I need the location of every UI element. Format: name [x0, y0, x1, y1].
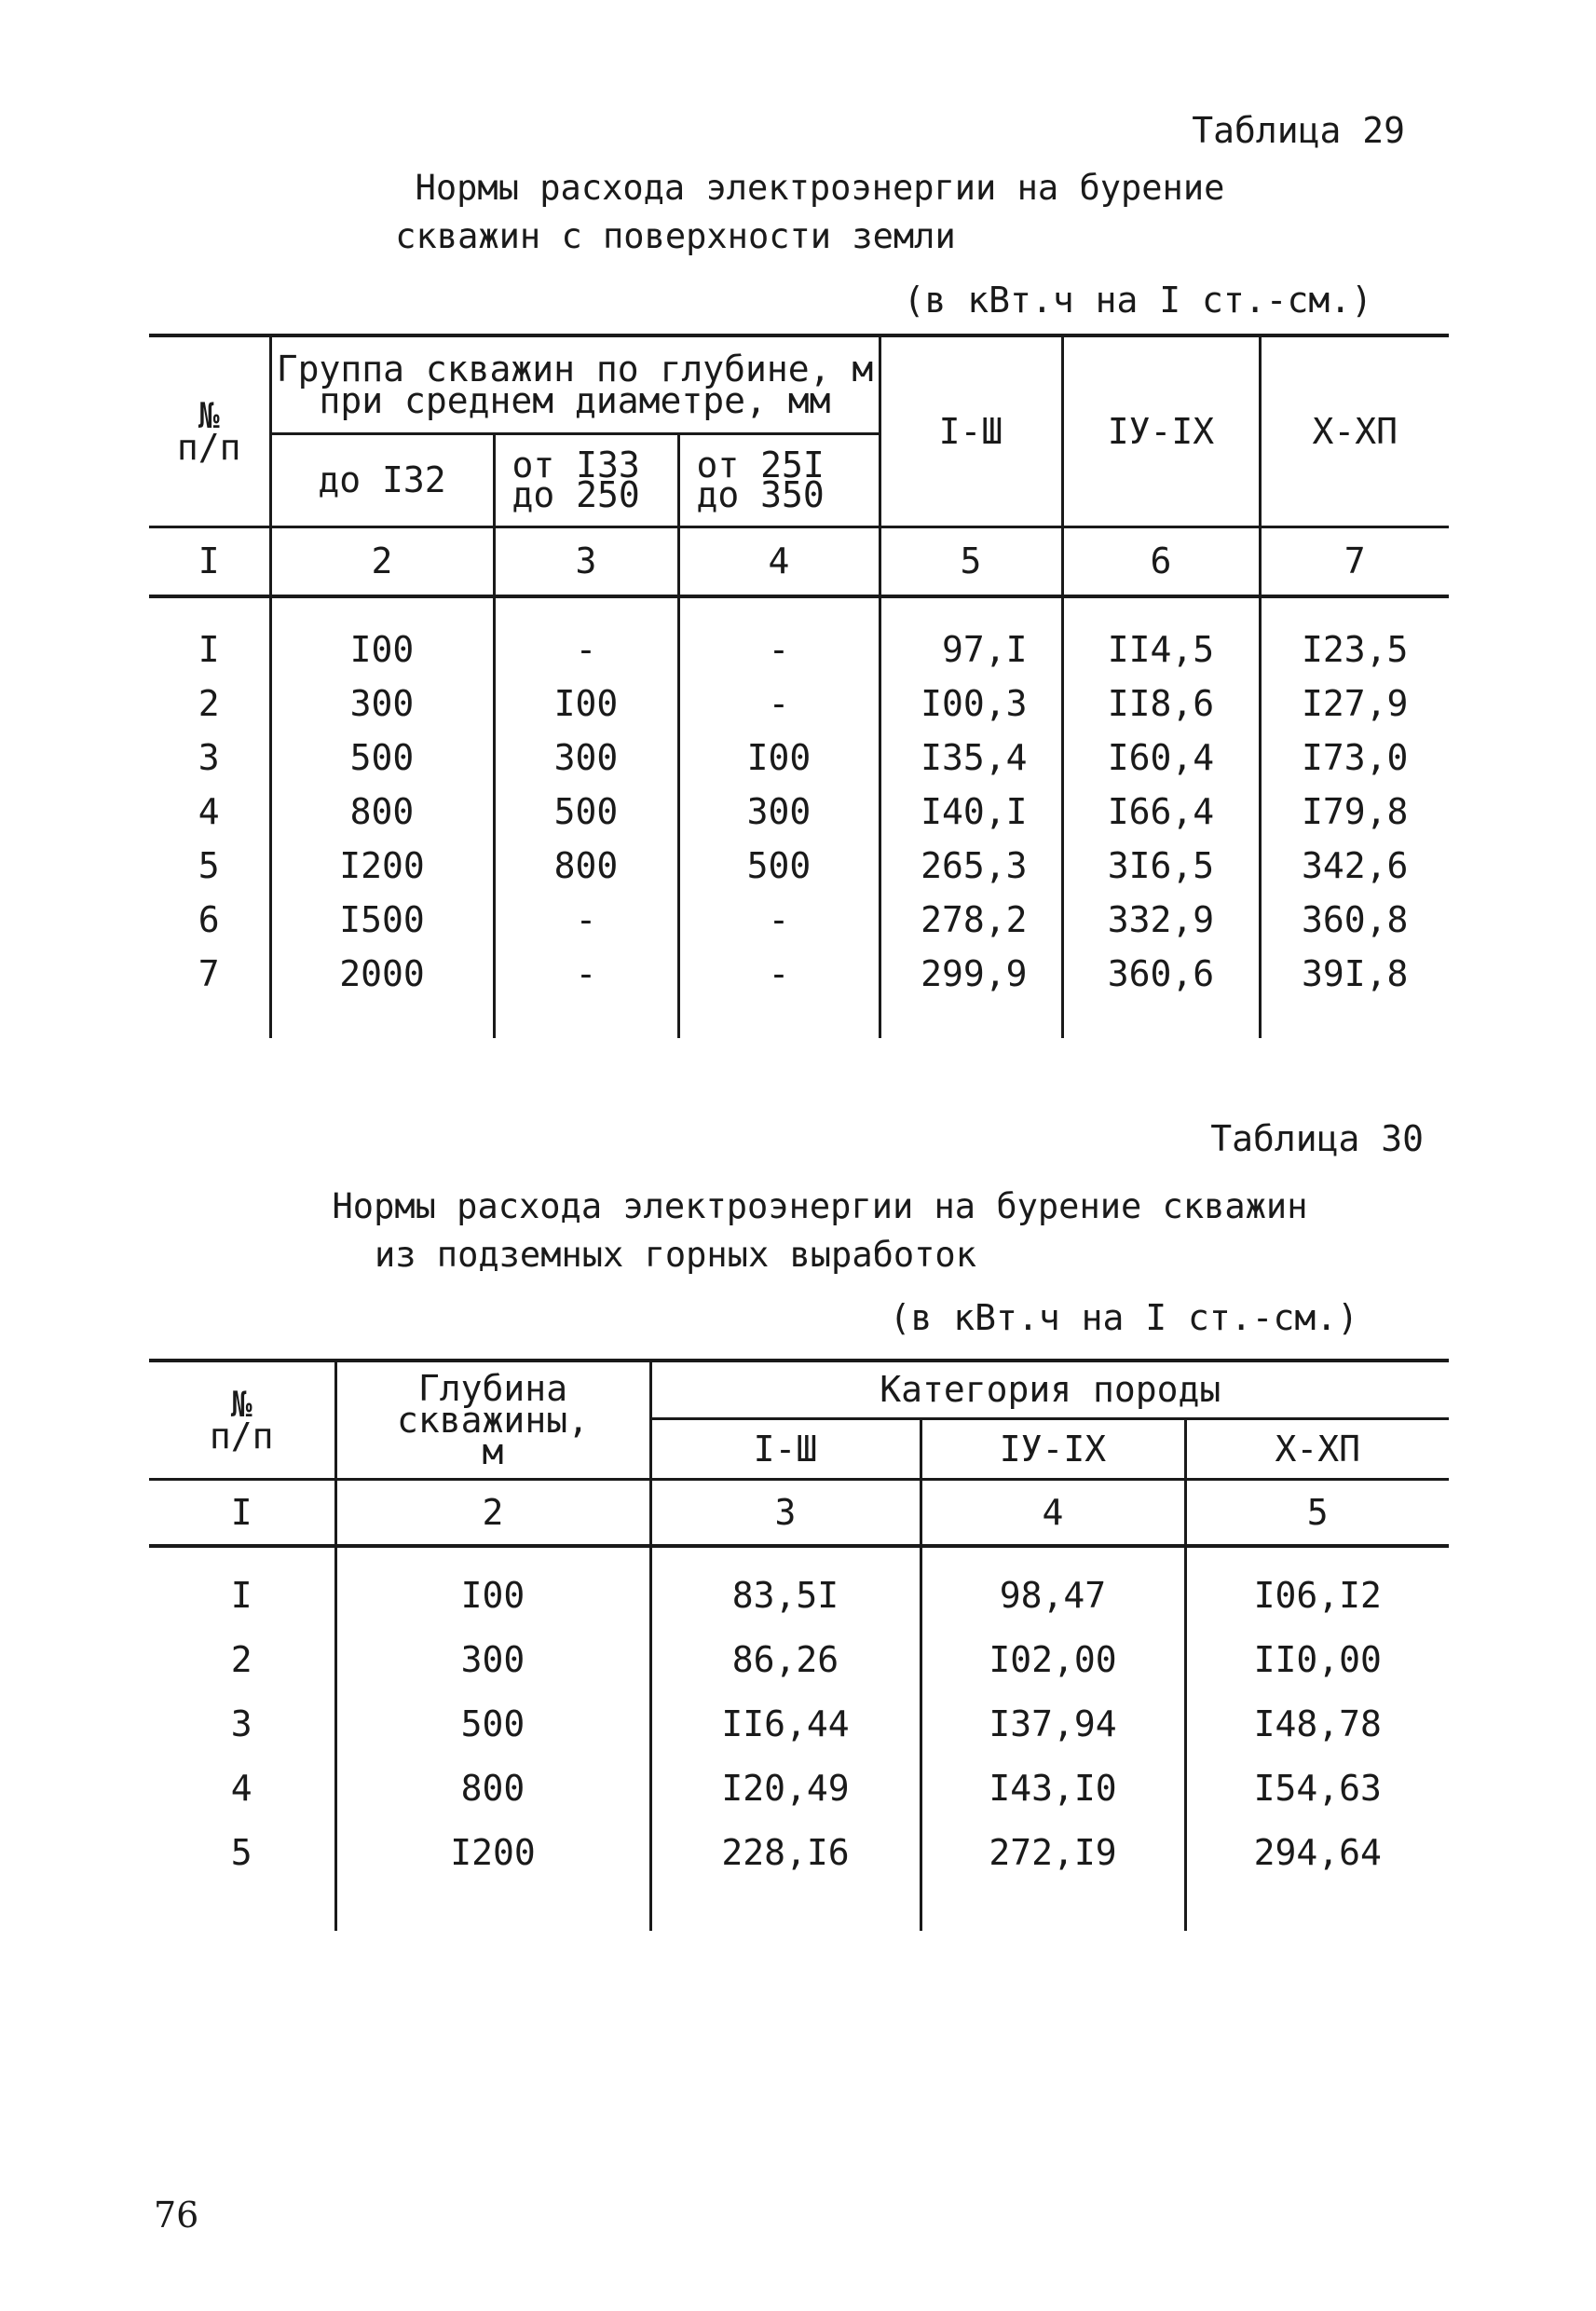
cell: 86,26 [650, 1627, 921, 1691]
cell: 300 [270, 677, 494, 731]
cell: 500 [335, 1691, 650, 1756]
table-29-subtitle: скважин с поверхности земли [395, 216, 956, 256]
table-30-subtitle: из подземных горных выработок [374, 1235, 976, 1275]
col-number: 5 [880, 526, 1062, 596]
table-29 [149, 334, 1449, 1038]
cell: I [230, 1574, 252, 1616]
header-num: № п/п [149, 1361, 335, 1479]
page-number: 76 [154, 2195, 199, 2236]
cell: I00,3 [880, 677, 1062, 731]
cell: 360,8 [1260, 893, 1449, 947]
cell: - [494, 893, 678, 947]
table-29-title: Нормы расхода электроэнергии на бурение [415, 168, 1225, 208]
table-row [149, 677, 1449, 731]
col-number: I [149, 1479, 335, 1546]
table-row [149, 622, 1449, 677]
cell: I27,9 [1260, 677, 1449, 731]
table-row [149, 1691, 1449, 1756]
cell: 6 [198, 899, 220, 940]
header-diam-1: до I32 [270, 433, 494, 526]
column-number-row [149, 526, 1449, 596]
header-depth: Глубина скважины, м [335, 1361, 650, 1479]
col-number: 6 [1062, 526, 1260, 596]
cell: 360,6 [1062, 947, 1260, 1001]
cell: 500 [678, 839, 880, 893]
cell: 97,I [880, 622, 1062, 677]
header-category-2: IУ-IX [1062, 335, 1260, 526]
cell: I23,5 [1260, 622, 1449, 677]
cell: 2 [230, 1638, 252, 1680]
cell: I37,94 [921, 1691, 1185, 1756]
cell: I54,63 [1185, 1756, 1449, 1820]
cell: II0,00 [1185, 1627, 1449, 1691]
table-row [149, 731, 1449, 785]
cell: I40,I [880, 785, 1062, 839]
cell: 342,6 [1260, 839, 1449, 893]
table-30-caption: Таблица 30 [1210, 1118, 1424, 1159]
cell: 4 [230, 1767, 252, 1809]
header-category-2: IУ-IX [921, 1418, 1185, 1479]
col-number: 7 [1260, 526, 1449, 596]
cell: I500 [270, 893, 494, 947]
table-29-unit: (в кВт.ч на I ст.-см.) [903, 280, 1372, 321]
cell: 5 [230, 1831, 252, 1873]
cell: 228,I6 [650, 1820, 921, 1884]
table-row [149, 839, 1449, 893]
cell: - [678, 893, 880, 947]
cell: I43,I0 [921, 1756, 1185, 1820]
cell: - [678, 947, 880, 1001]
cell: 272,I9 [921, 1820, 1185, 1884]
table-row [149, 893, 1449, 947]
header-category-3: X-XП [1260, 335, 1449, 526]
col-number: I [149, 526, 270, 596]
cell: 4 [198, 791, 220, 832]
header-num: № п/п [149, 335, 270, 526]
cell: 3I6,5 [1062, 839, 1260, 893]
col-number: 3 [650, 1479, 921, 1546]
cell: I200 [335, 1820, 650, 1884]
cell: 800 [494, 839, 678, 893]
header-category-1: I-Ш [650, 1418, 921, 1479]
header-depth-group: Группа скважин по глубине, м при среднем диаметре, мм [270, 335, 880, 433]
header-category-3: X-XП [1185, 1418, 1449, 1479]
cell: 3 [198, 737, 220, 778]
cell: 800 [270, 785, 494, 839]
cell: 98,47 [921, 1563, 1185, 1627]
cell: I02,00 [921, 1627, 1185, 1691]
cell: I79,8 [1260, 785, 1449, 839]
cell: 294,64 [1185, 1820, 1449, 1884]
cell: 299,9 [880, 947, 1062, 1001]
cell: - [494, 947, 678, 1001]
col-number: 4 [921, 1479, 1185, 1546]
cell: I00 [335, 1563, 650, 1627]
table-row [149, 1756, 1449, 1820]
col-number: 4 [678, 526, 880, 596]
cell: I48,78 [1185, 1691, 1449, 1756]
cell: I35,4 [880, 731, 1062, 785]
cell: 7 [198, 953, 220, 994]
cell: - [678, 622, 880, 677]
cell: 300 [494, 731, 678, 785]
col-number: 2 [270, 526, 494, 596]
cell: 300 [335, 1627, 650, 1691]
header-diam-2: от I33 до 250 [494, 433, 678, 526]
table-29-caption: Таблица 29 [1192, 110, 1405, 151]
cell: 39I,8 [1260, 947, 1449, 1001]
column-number-row [149, 1479, 1449, 1546]
cell: I00 [270, 622, 494, 677]
cell: 83,5I [650, 1563, 921, 1627]
cell: 300 [678, 785, 880, 839]
table-row [149, 947, 1449, 1001]
cell: I73,0 [1260, 731, 1449, 785]
cell: 2000 [270, 947, 494, 1001]
cell: 265,3 [880, 839, 1062, 893]
cell: I60,4 [1062, 731, 1260, 785]
header-rock-category: Категория породы [650, 1361, 1449, 1418]
cell: II4,5 [1062, 622, 1260, 677]
table-row [149, 785, 1449, 839]
table-row [149, 1820, 1449, 1884]
cell: 3 [230, 1702, 252, 1744]
cell: I [198, 629, 220, 670]
cell: - [494, 622, 678, 677]
cell: 500 [270, 731, 494, 785]
table-30-title: Нормы расхода электроэнергии на бурение скважин [332, 1186, 1308, 1226]
cell: 332,9 [1062, 893, 1260, 947]
table-30 [149, 1359, 1449, 1931]
header-diam-3: от 25I до 350 [678, 433, 880, 526]
cell: 278,2 [880, 893, 1062, 947]
cell: - [678, 677, 880, 731]
cell: 800 [335, 1756, 650, 1820]
col-number: 2 [335, 1479, 650, 1546]
cell: II6,44 [650, 1691, 921, 1756]
cell: 2 [198, 683, 220, 724]
col-number: 3 [494, 526, 678, 596]
cell: I06,I2 [1185, 1563, 1449, 1627]
table-row [149, 1563, 1449, 1627]
cell: 500 [494, 785, 678, 839]
table-30-unit: (в кВт.ч на I ст.-см.) [889, 1297, 1358, 1338]
cell: I66,4 [1062, 785, 1260, 839]
table-row [149, 1627, 1449, 1691]
cell: I200 [270, 839, 494, 893]
cell: I00 [494, 677, 678, 731]
col-number: 5 [1185, 1479, 1449, 1546]
cell: I20,49 [650, 1756, 921, 1820]
cell: II8,6 [1062, 677, 1260, 731]
cell: 5 [198, 845, 220, 886]
header-category-1: I-Ш [880, 335, 1062, 526]
cell: I00 [678, 731, 880, 785]
